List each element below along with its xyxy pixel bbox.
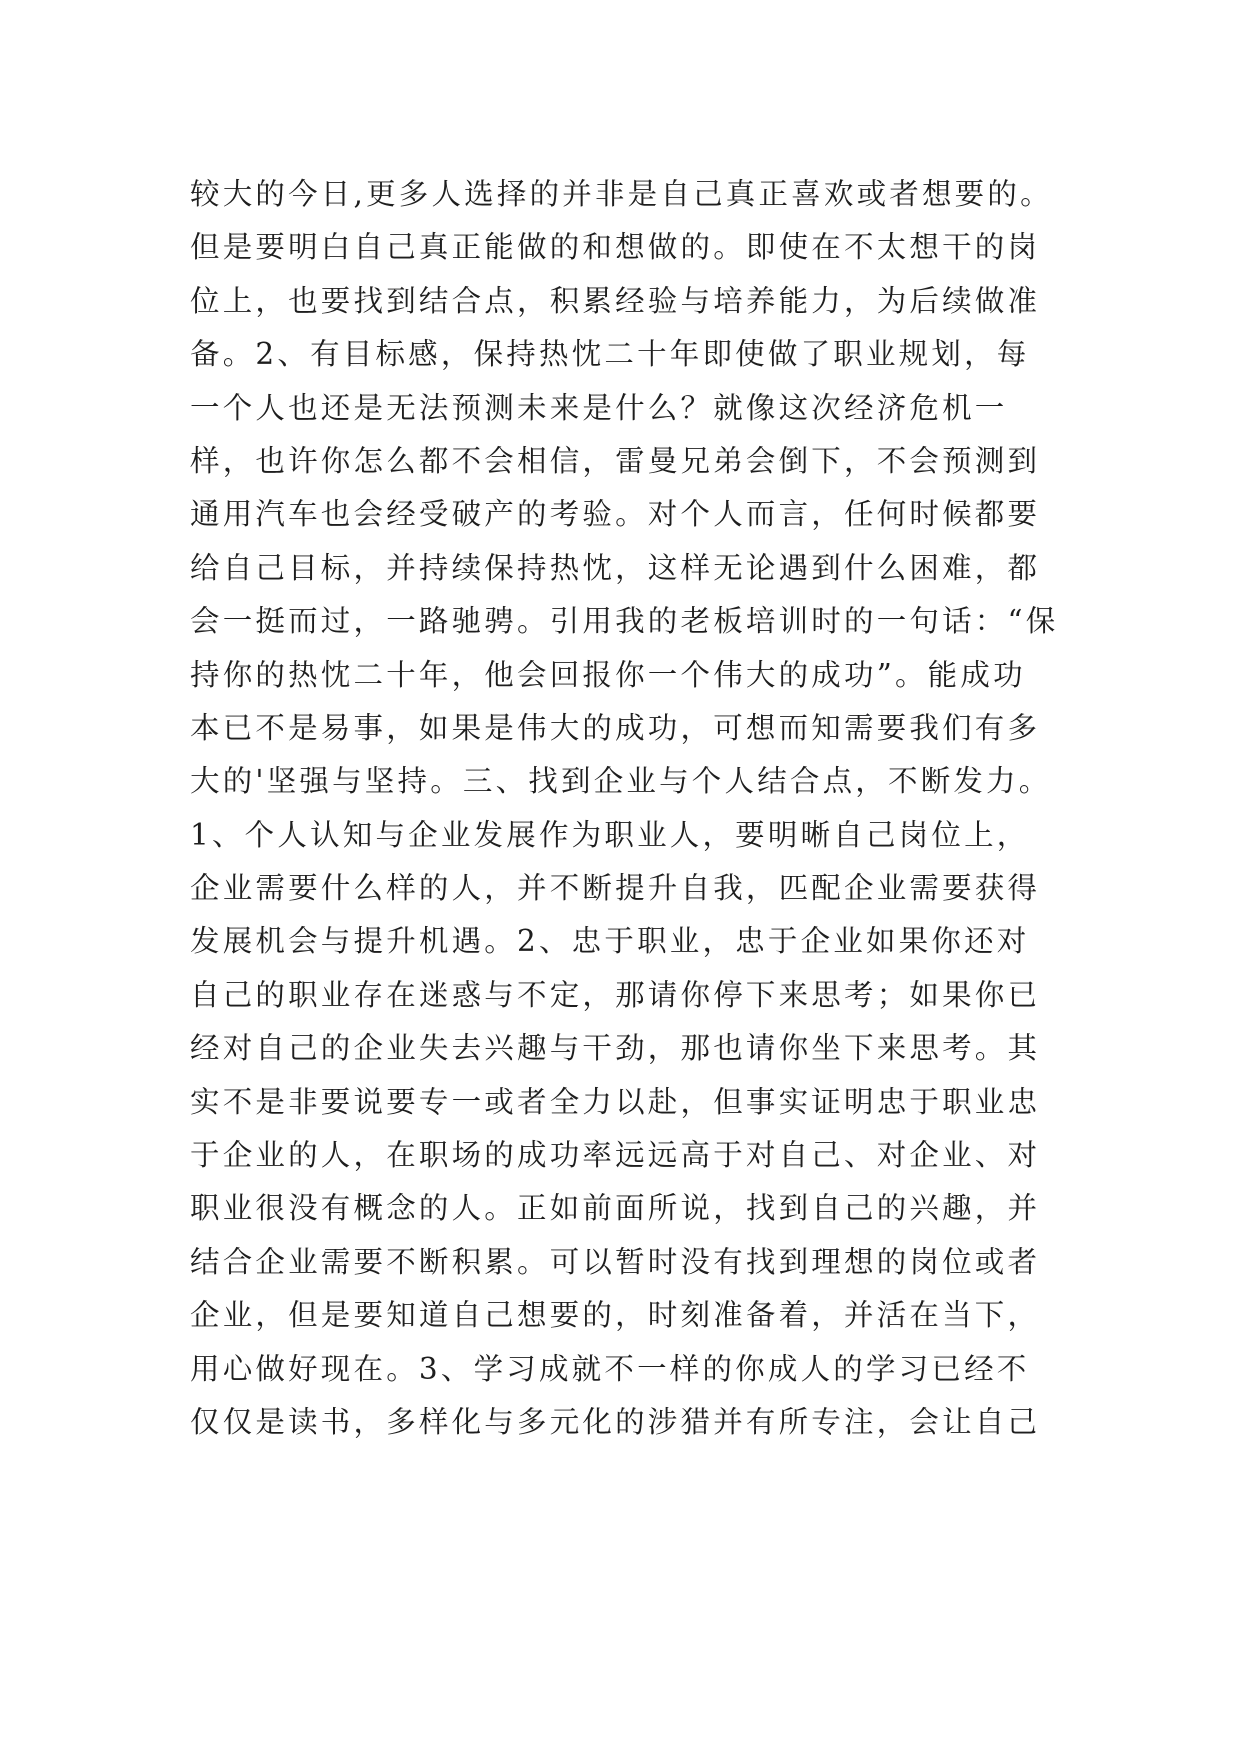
text-line: 企业需要什么样的人，并不断提升自我，匹配企业需要获得 (190, 871, 1041, 906)
text-line: 本已不是易事，如果是伟大的成功，可想而知需要我们有多 (190, 710, 1041, 745)
text-line: 1、个人认知与企业发展作为职业人，要明晰自己岗位上， (190, 817, 1030, 852)
text-line: 通用汽车也会经受破产的考验。对个人而言，任何时候都要 (190, 497, 1041, 532)
text-line: 但是要明白自己真正能做的和想做的。即使在不太想干的岗 (190, 230, 1041, 265)
text-line: 发展机会与提升机遇。2、忠于职业，忠于企业如果你还对 (190, 924, 1030, 959)
text-line: 职业很没有概念的人。正如前面所说，找到自己的兴趣，并 (190, 1191, 1041, 1226)
text-line: 持你的热忱二十年，他会回报你一个伟大的成功”。能成功 (190, 657, 1026, 692)
text-line: 一个人也还是无法预测未来是什么？就像这次经济危机一 (190, 390, 1008, 425)
text-line: 实不是非要说要专一或者全力以赴，但事实证明忠于职业忠 (190, 1084, 1041, 1119)
text-line: 仅仅是读书，多样化与多元化的涉猎并有所专注，会让自己 (190, 1404, 1041, 1439)
text-line: 较大的今日,更多人选择的并非是自己真正喜欢或者想要的。 (190, 177, 1053, 211)
body-text (190, 168, 1090, 1449)
text-line: 给自己目标，并持续保持热忱，这样无论遇到什么困难，都 (190, 550, 1041, 585)
text-line: 结合企业需要不断积累。可以暂时没有找到理想的岗位或者 (190, 1244, 1041, 1279)
text-line: 自己的职业存在迷惑与不定，那请你停下来思考；如果你已 (190, 977, 1041, 1012)
text-line: 会一挺而过，一路驰骋。引用我的老板培训时的一句话：“保 (190, 604, 1059, 639)
text-line: 大的'坚强与坚持。三、找到企业与个人结合点，不断发力。 (190, 764, 1052, 799)
text-line: 用心做好现在。3、学习成就不一样的你成人的学习已经不 (190, 1351, 1030, 1386)
text-line: 样，也许你怎么都不会相信，雷曼兄弟会倒下，不会预测到 (190, 443, 1041, 478)
text-line: 经对自己的企业失去兴趣与干劲，那也请你坐下来思考。其 (190, 1031, 1041, 1066)
text-line: 于企业的人，在职场的成功率远远高于对自己、对企业、对 (190, 1138, 1041, 1173)
text-line: 备。2、有目标感，保持热忱二十年即使做了职业规划，每 (190, 337, 1030, 372)
text-line: 企业，但是要知道自己想要的，时刻准备着，并活在当下， (190, 1298, 1041, 1333)
text-line: 位上，也要找到结合点，积累经验与培养能力，为后续做准 (190, 283, 1041, 318)
